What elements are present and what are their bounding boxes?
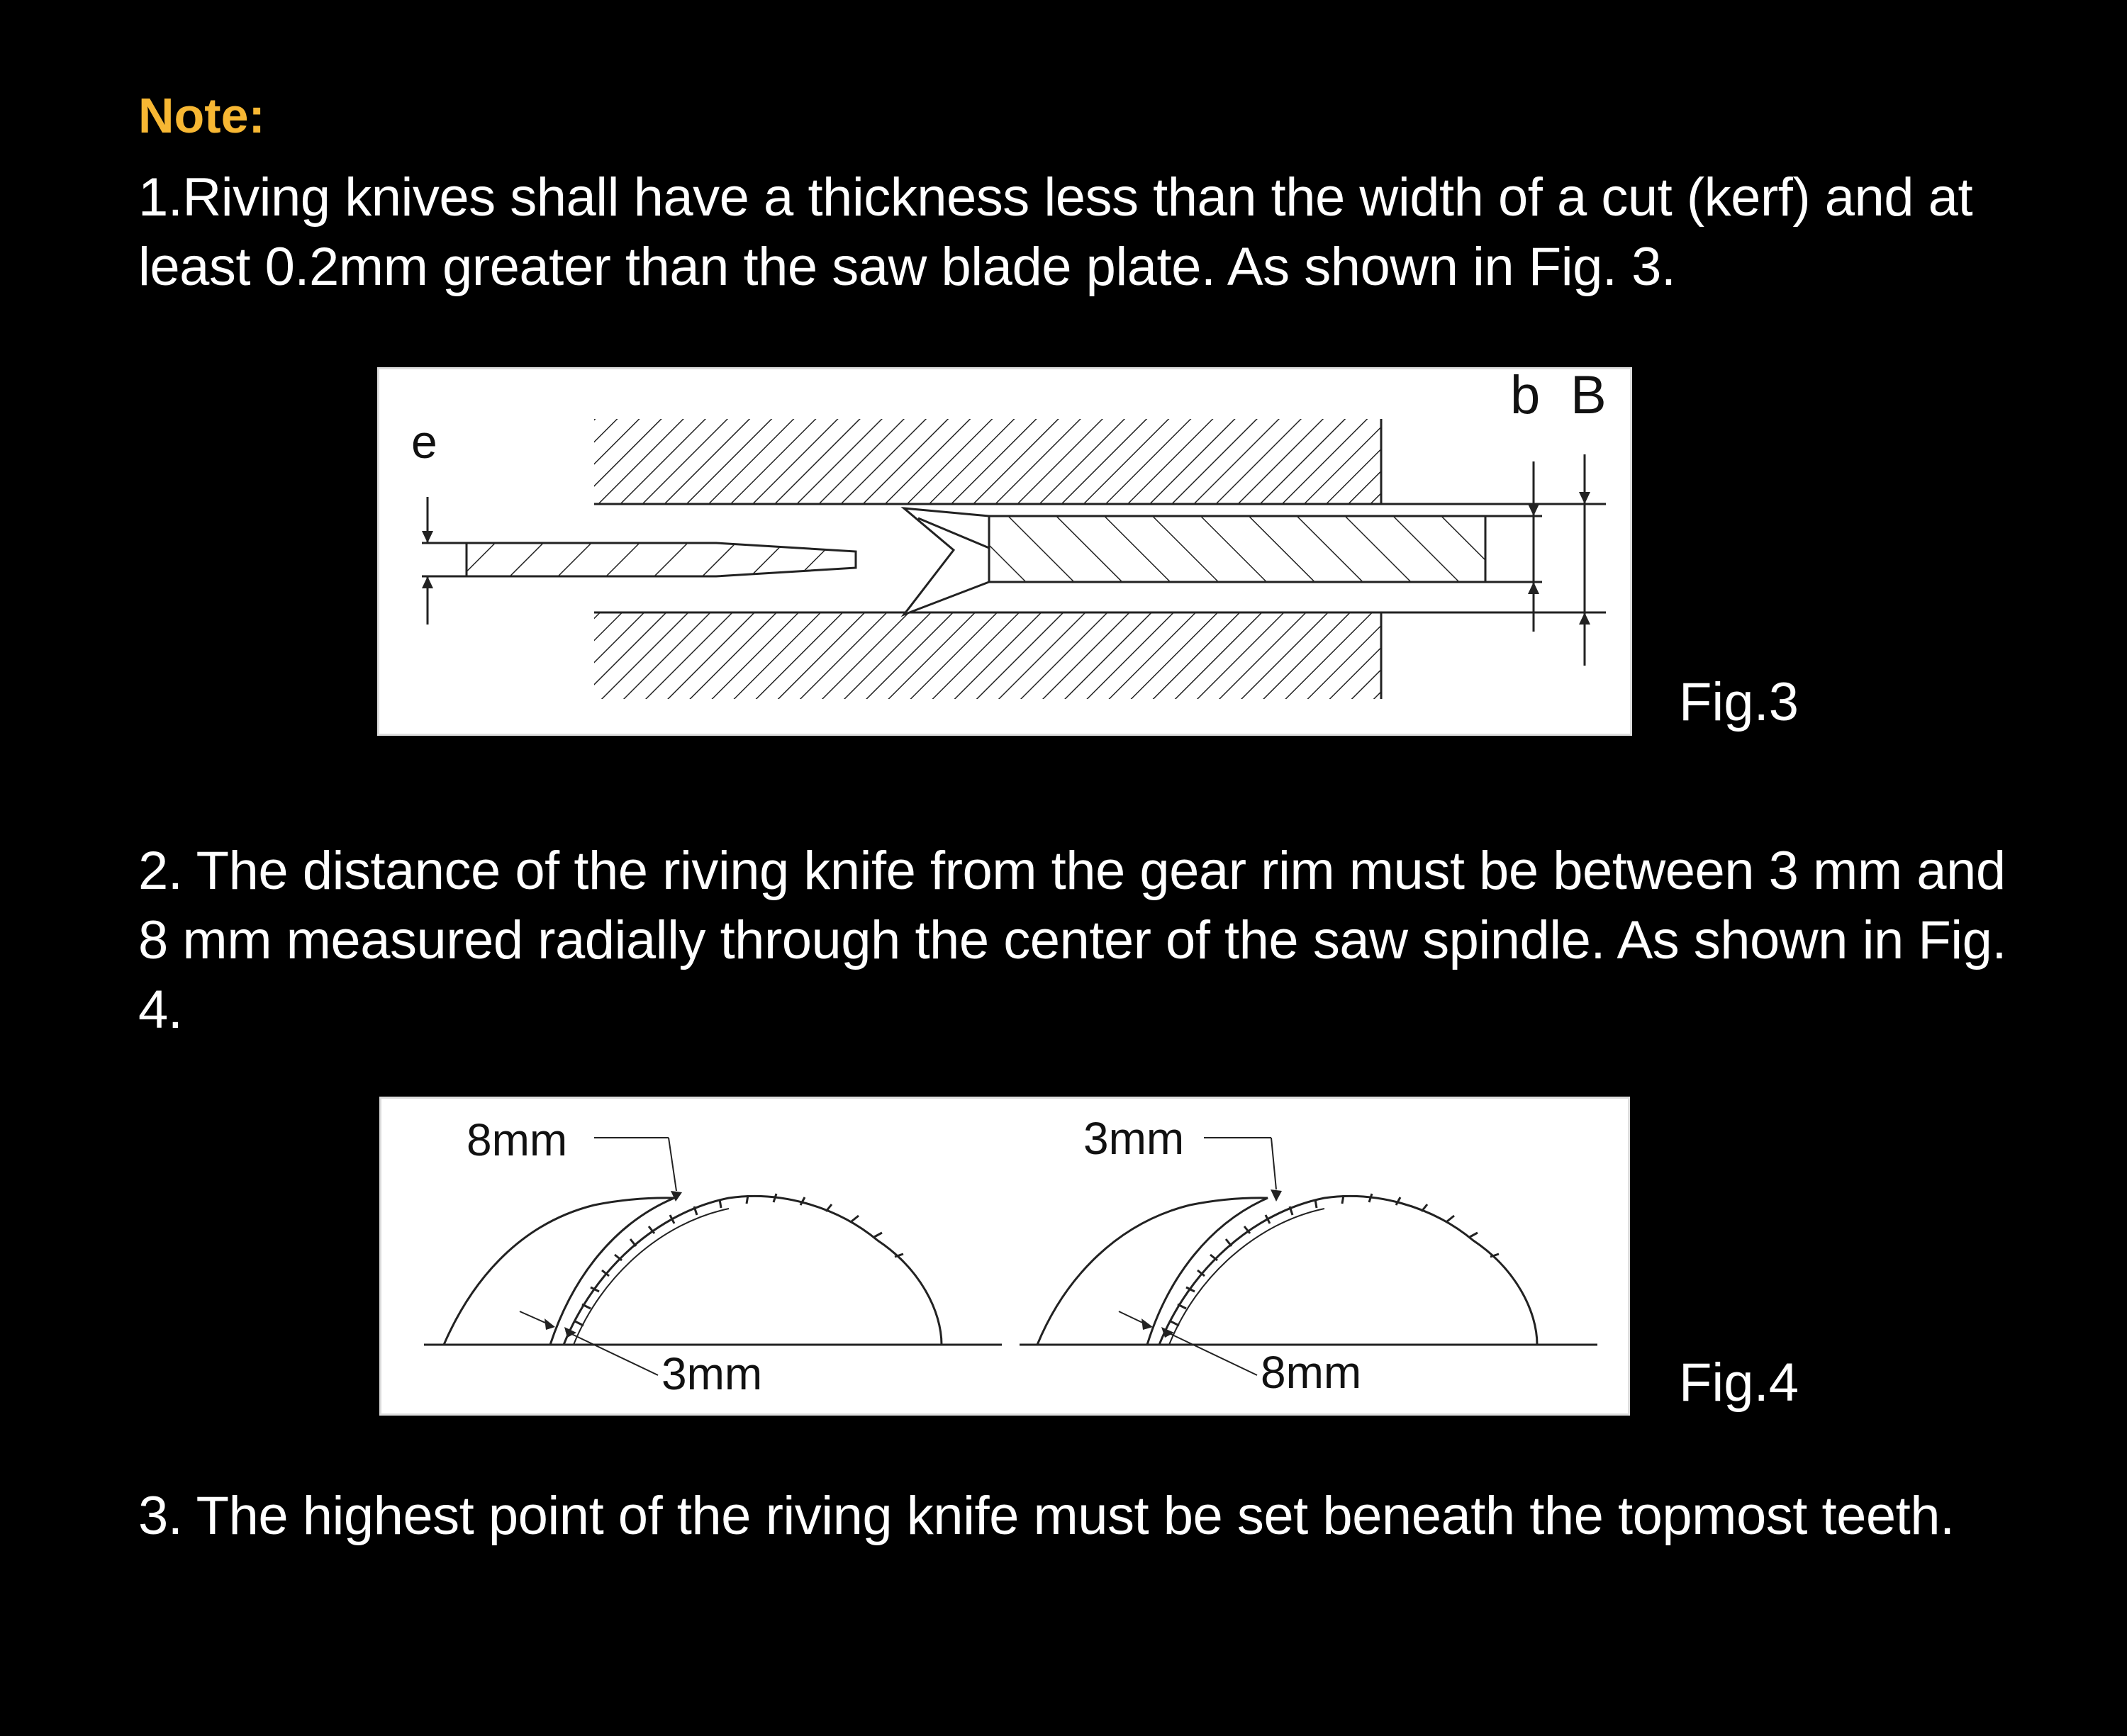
fig4-left-panel	[424, 1114, 1002, 1399]
label-B: B	[1570, 369, 1607, 425]
fig4-left-bottom-label: 3mm	[661, 1348, 763, 1399]
fig4-diagram	[379, 1097, 1630, 1416]
fig4-right-panel	[1020, 1113, 1597, 1398]
riving-knife-right	[1037, 1198, 1268, 1345]
note-item-3: 3. The highest point of the riving knife must be set beneath the topmost teeth.	[138, 1486, 1955, 1546]
fig4-right-top-label: 3mm	[1083, 1113, 1185, 1164]
fig4-right-bottom-label: 8mm	[1261, 1347, 1362, 1398]
label-e: e	[411, 415, 437, 468]
note-item-2: 2. The distance of the riving knife from the gear rim must be between 3 mm and 8 mm measured radially through the center of the saw spindle. As shown in Fig. 4.	[138, 841, 2007, 1040]
riving-knife	[467, 543, 856, 576]
note-title: Note:	[138, 88, 265, 143]
note-item-1: 1.Riving knives shall have a thickness less than the width of a cut (kerf) and at least 0.2mm greater than the saw blade plate. As shown in Fig. 3.	[138, 167, 1973, 297]
fig3-caption: Fig.3	[1679, 672, 1799, 732]
fig4-caption: Fig.4	[1679, 1353, 1799, 1413]
fig4-left-top-label: 8mm	[467, 1114, 568, 1165]
fig3-diagram	[377, 367, 1632, 736]
upper-workpiece	[594, 419, 1381, 504]
label-b: b	[1510, 369, 1541, 425]
saw-blade-plate	[989, 516, 1485, 582]
riving-knife-left	[444, 1198, 674, 1345]
lower-workpiece	[594, 612, 1381, 699]
